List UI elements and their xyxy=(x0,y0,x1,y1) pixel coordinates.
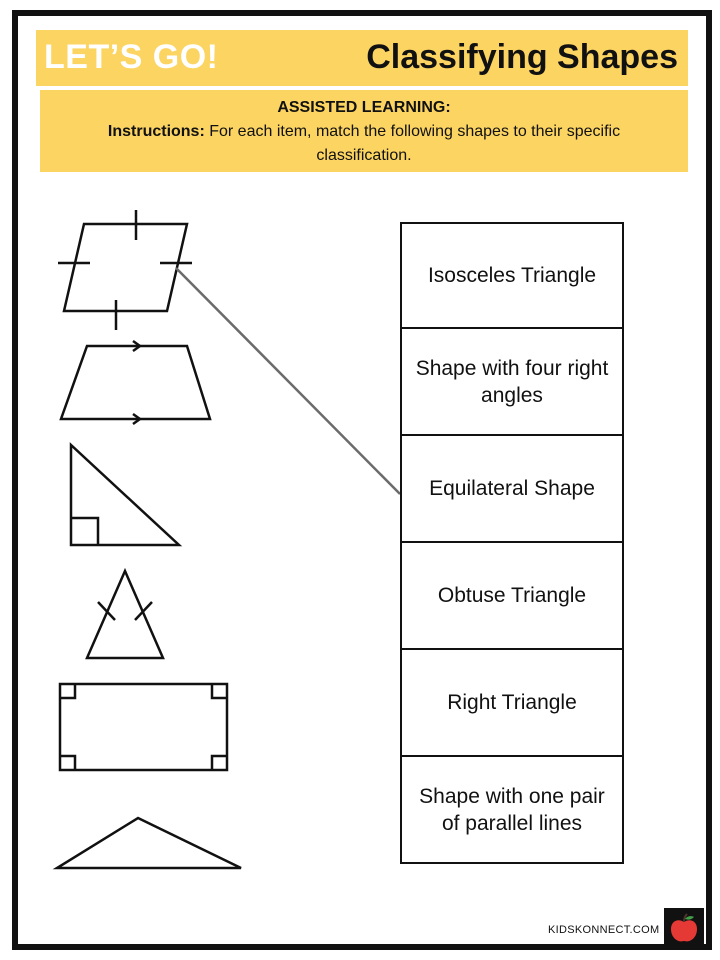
obtuse-triangle-shape[interactable] xyxy=(57,818,241,868)
trapezoid-shape[interactable] xyxy=(61,341,210,424)
right-triangle-shape[interactable] xyxy=(71,445,179,545)
logo-badge xyxy=(664,908,704,948)
classification-box-obtuse[interactable]: Obtuse Triangle xyxy=(400,543,624,650)
rhombus-shape[interactable] xyxy=(58,210,192,330)
classification-box-equilateral[interactable]: Equilateral Shape xyxy=(400,436,624,543)
instructions-label: Instructions: xyxy=(107,123,205,140)
match-line xyxy=(176,268,400,494)
lets-go-label: LET’S GO! xyxy=(44,38,219,76)
page-title: Classifying Shapes xyxy=(366,38,678,76)
rectangle-shape[interactable] xyxy=(60,684,227,770)
apple-icon xyxy=(664,908,704,948)
classification-box-right[interactable]: Right Triangle xyxy=(400,650,624,757)
instructions-heading: ASSISTED LEARNING: xyxy=(277,99,451,116)
instructions-text: For each item, match the following shapes to their specific classification. xyxy=(209,123,621,164)
classification-box-four-right-angles[interactable]: Shape with four right angles xyxy=(400,329,624,436)
footer-site: KIDSKONNECT.COM xyxy=(548,924,660,936)
classification-box-parallel[interactable]: Shape with one pair of parallel lines xyxy=(400,757,624,864)
classification-box-isosceles[interactable]: Isosceles Triangle xyxy=(400,222,624,329)
classification-list xyxy=(400,222,624,864)
isosceles-triangle-shape[interactable] xyxy=(87,571,163,658)
